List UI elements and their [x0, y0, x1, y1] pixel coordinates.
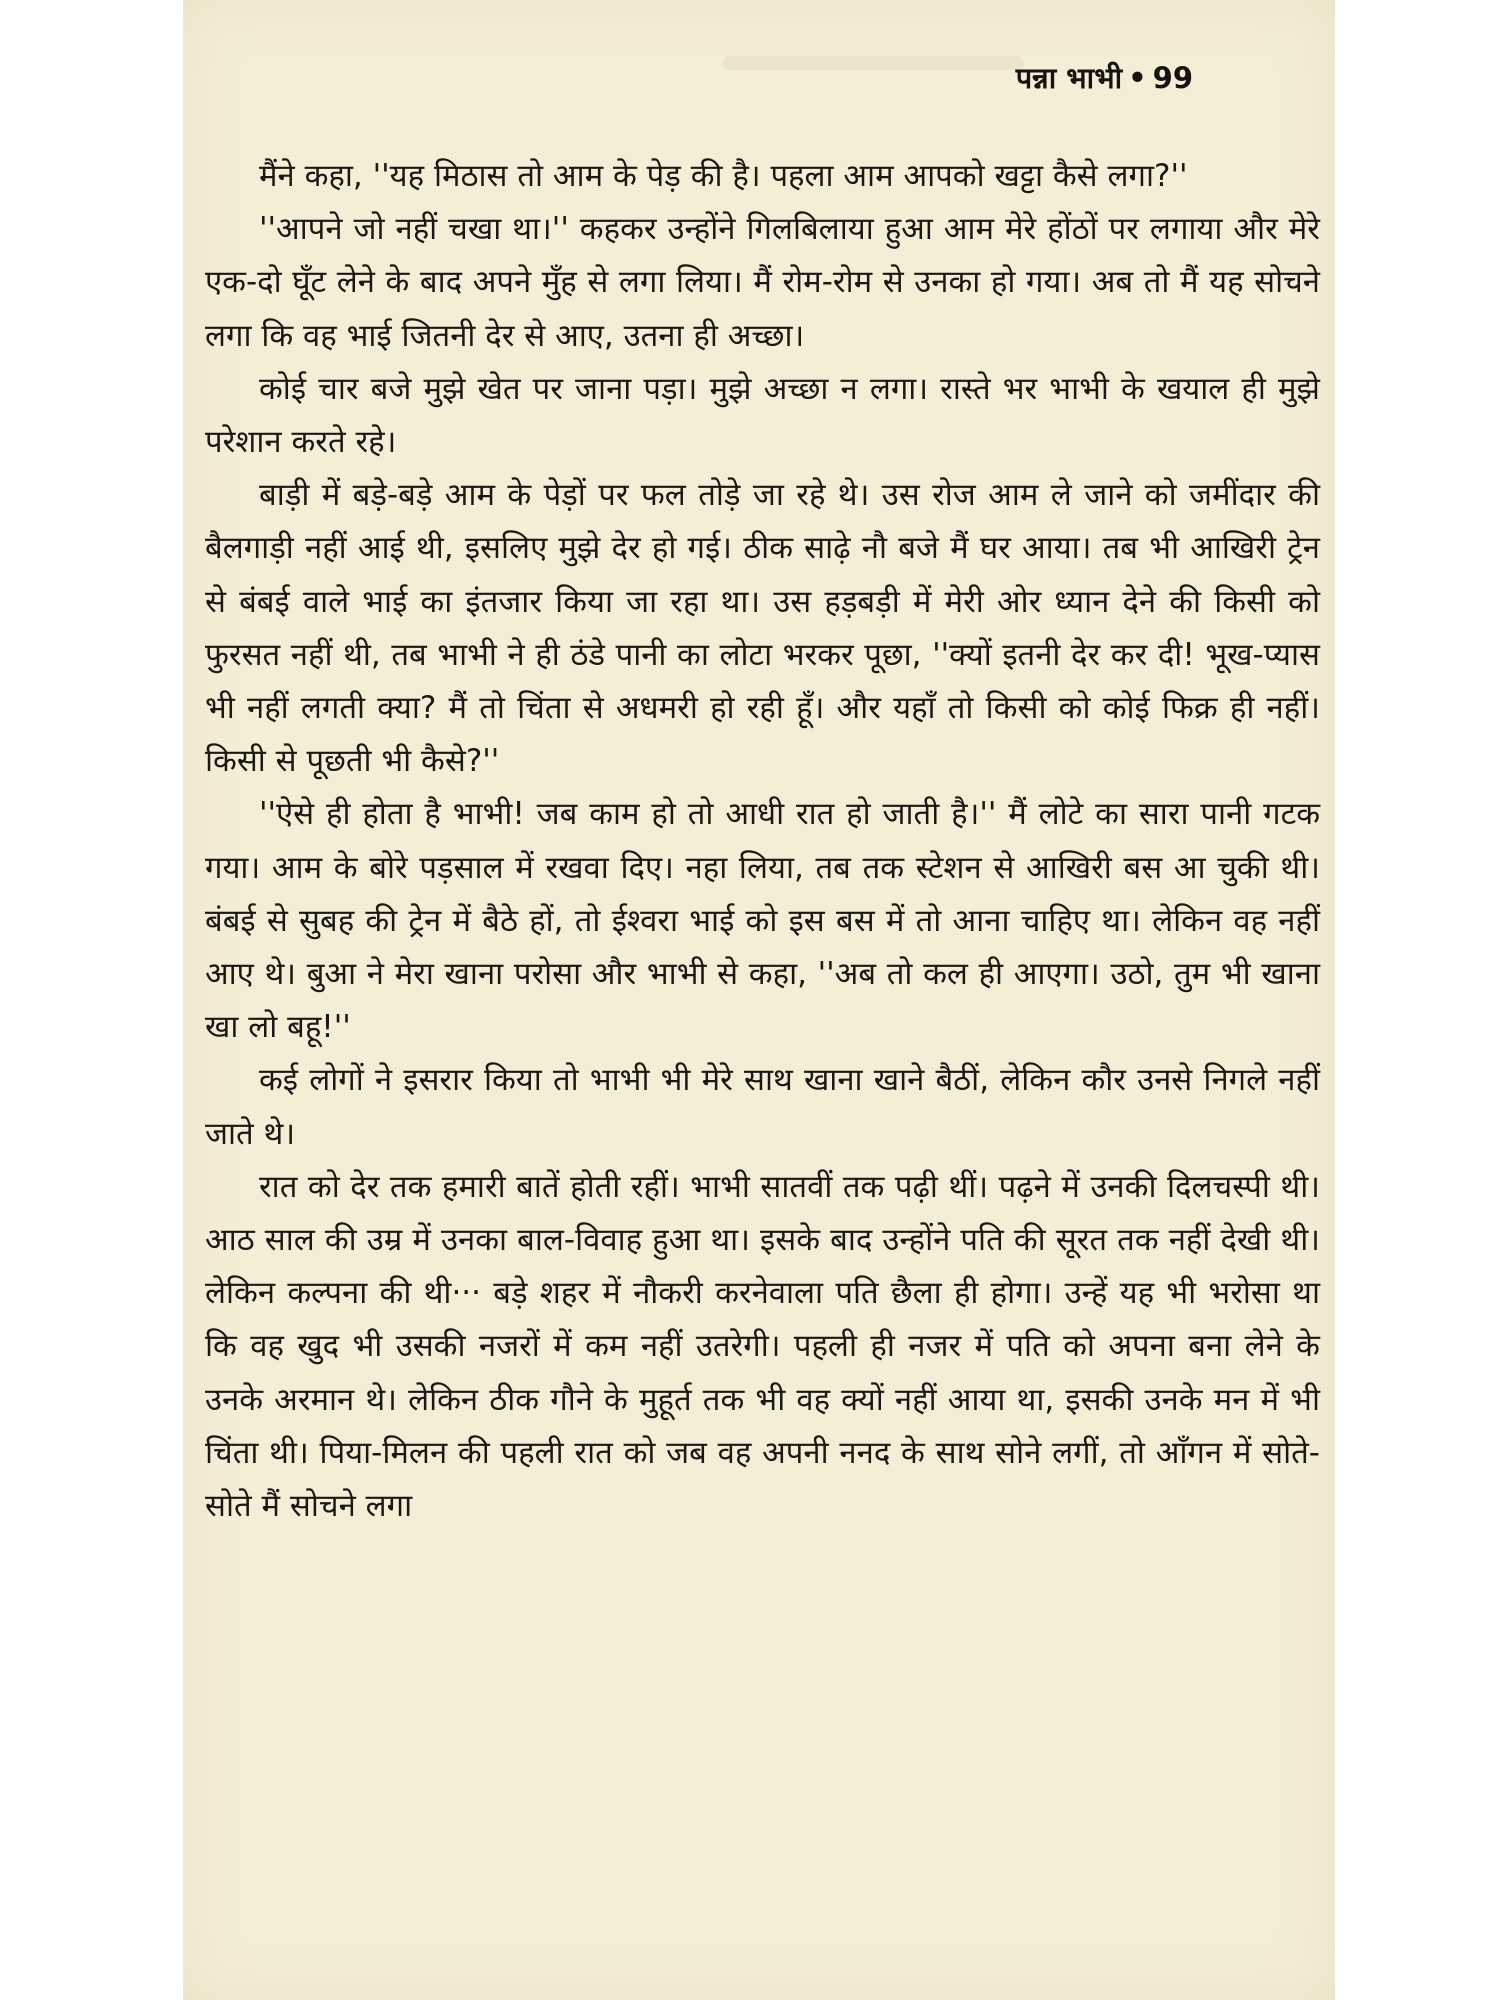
paragraph: कोई चार बजे मुझे खेत पर जाना पड़ा। मुझे अच्छा न लगा। रास्ते भर भाभी के खयाल ही मुझे परेशान करते रहे। — [205, 370, 1320, 461]
paragraph: बाड़ी में बड़े-बड़े आम के पेड़ों पर फल तोड़े जा रहे थे। उस रोज आम ले जाने को जमींदार की बैलगाड़ी नहीं आई थी, इसलिए मुझे देर हो गई। ठीक साढ़े नौ बजे मैं घर आया। तब भी आखिरी ट्रेन से बंबई वाले भाई का इंतजार किया जा रहा था। उस हड़बड़ी में मेरी ओर ध्यान देने की किसी को फुरसत नहीं थी, तब भाभी ने ही ठंडे पानी का लोटा भरकर पूछा, ''क्यों इतनी देर कर दी! भूख-प्यास भी नहीं लगती क्या? मैं तो चिंता से अधमरी हो रही हूँ। और यहाँ तो किसी को कोई फिक्र ही नहीं। किसी से पूछती भी कैसे?'' — [205, 477, 1320, 780]
header-separator: • — [1128, 61, 1147, 95]
paragraph: रात को देर तक हमारी बातें होती रहीं। भाभी सातवीं तक पढ़ी थीं। पढ़ने में उनकी दिलचस्पी थी। आठ साल की उम्र में उनका बाल-विवाह हुआ था। इसके बाद उन्होंने पति की सूरत तक नहीं देखी थी। लेकिन कल्पना की थी··· बड़े शहर में नौकरी करनेवाला पति छैला ही होगा। उन्हें यह भी भरोसा था कि वह खुद भी उसकी नजरों में कम नहीं उतरेगी। पहली ही नजर में पति को अपना बना लेने के उनके अरमान थे। लेकिन ठीक गौने के मुहूर्त तक भी वह क्यों नहीं आया था, इसकी उनके मन में भी चिंता थी। पिया-मिलन की पहली रात को जब वह अपनी ननद के साथ सोने लगीं, तो आँगन में सोते-सोते मैं सोचने लगा — [205, 1168, 1320, 1525]
paragraph: ''ऐसे ही होता है भाभी! जब काम हो तो आधी रात हो जाती है।'' मैं लोटे का सारा पानी गटक गया। आम के बोरे पड़साल में रखवा दिए। नहा लिया, तब तक स्टेशन से आखिरी बस आ चुकी थी। बंबई से सुबह की ट्रेन में बैठे हों, तो ईश्वरा भाई को इस बस में तो आना चाहिए था। लेकिन वह नहीं आए थे। बुआ ने मेरा खाना परोसा और भाभी से कहा, ''अब तो कल ही आएगा। उठो, तुम भी खाना खा लो बहू!'' — [205, 796, 1320, 1046]
show-through-text — [723, 56, 1023, 70]
paragraph: ''आपने जो नहीं चखा था।'' कहकर उन्होंने गिलबिलाया हुआ आम मेरे होंठों पर लगाया और मेरे एक-दो घूँट लेने के बाद अपने मुँह से लगा लिया। मैं रोम-रोम से उनका हो गया। अब तो मैं यह सोचने लगा कि वह भाई जितनी देर से आए, उतना ही अच्छा। — [205, 211, 1320, 354]
running-header — [1016, 58, 1193, 97]
body-text — [205, 150, 1320, 1533]
page-number: 99 — [1152, 61, 1193, 95]
book-page — [183, 0, 1335, 2000]
paragraph: कई लोगों ने इसरार किया तो भाभी भी मेरे साथ खाना खाने बैठीं, लेकिन कौर उनसे निगले नहीं जाते थे। — [205, 1062, 1320, 1152]
chapter-title: पन्ना भाभी — [1015, 61, 1123, 95]
paragraph: मैंने कहा, ''यह मिठास तो आम के पेड़ की है। पहला आम आपको खट्टा कैसे लगा?'' — [259, 158, 1188, 194]
